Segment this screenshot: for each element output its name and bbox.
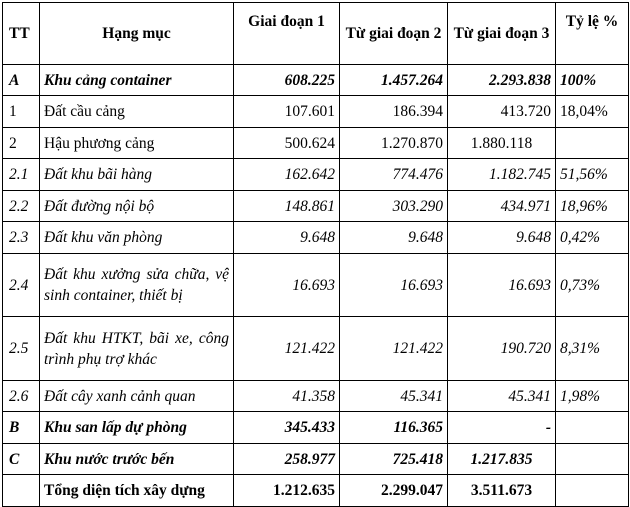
header-row	[3, 3, 629, 65]
row-item: Đất khu bãi hàng	[40, 159, 234, 191]
row-ratio	[556, 128, 629, 159]
table-row	[3, 191, 629, 222]
row-phase1: 162.642	[234, 159, 340, 191]
row-item: Khu san lấp dự phòng	[40, 412, 234, 444]
row-phase3: 434.971	[448, 191, 556, 222]
row-phase3: 16.693	[448, 254, 556, 317]
row-tt: 2	[3, 128, 40, 159]
row-phase3: 1.880.118	[448, 128, 556, 159]
row-phase3: 2.293.838	[448, 65, 556, 96]
row-phase2: 1.270.870	[340, 128, 448, 159]
row-tt: 1	[3, 96, 40, 128]
table-row	[3, 159, 629, 191]
row-phase3: 1.182.745	[448, 159, 556, 191]
table-row	[3, 381, 629, 412]
row-phase2: 116.365	[340, 412, 448, 444]
row-ratio: 51,56%	[556, 159, 629, 191]
row-phase1: 148.861	[234, 191, 340, 222]
row-item: Đất cây xanh cảnh quan	[40, 381, 234, 412]
row-tt: 2.1	[3, 159, 40, 191]
row-tt: 2.3	[3, 222, 40, 254]
row-phase2: 774.476	[340, 159, 448, 191]
row-ratio: 8,31%	[556, 317, 629, 381]
table-row	[3, 254, 629, 317]
row-item: Khu cảng container	[40, 65, 234, 96]
header-tt: TT	[3, 3, 40, 65]
table-row	[3, 128, 629, 159]
row-item: Đất đường nội bộ	[40, 191, 234, 222]
total-row	[3, 475, 629, 507]
row-phase1: 345.433	[234, 412, 340, 444]
row-item: Hậu phương cảng	[40, 128, 234, 159]
row-phase3: 413.720	[448, 96, 556, 128]
row-phase2: 303.290	[340, 191, 448, 222]
row-tt: A	[3, 65, 40, 96]
table-row	[3, 222, 629, 254]
row-phase2: 45.341	[340, 381, 448, 412]
row-phase3: 1.217.835	[448, 444, 556, 475]
row-phase1: 1.212.635	[234, 475, 340, 507]
row-phase1: 608.225	[234, 65, 340, 96]
row-tt: 2.5	[3, 317, 40, 381]
header-phase2: Từ giai đoạn 2	[340, 3, 448, 65]
row-phase2: 16.693	[340, 254, 448, 317]
row-phase1: 16.693	[234, 254, 340, 317]
row-tt: 2.6	[3, 381, 40, 412]
row-ratio	[556, 475, 629, 507]
row-phase1: 500.624	[234, 128, 340, 159]
row-ratio: 0,73%	[556, 254, 629, 317]
row-phase1: 258.977	[234, 444, 340, 475]
row-phase2: 725.418	[340, 444, 448, 475]
row-tt: B	[3, 412, 40, 444]
row-ratio: 100%	[556, 65, 629, 96]
row-ratio: 0,42%	[556, 222, 629, 254]
row-phase1: 107.601	[234, 96, 340, 128]
table-row	[3, 96, 629, 128]
row-tt: 2.4	[3, 254, 40, 317]
row-phase3: -	[448, 412, 556, 444]
header-item: Hạng mục	[40, 3, 234, 65]
header-ratio: Tỷ lệ %	[556, 3, 629, 65]
row-ratio: 18,04%	[556, 96, 629, 128]
row-item: Đất khu xưởng sửa chữa, vệ sinh container, thiết bị	[40, 254, 234, 317]
row-item: Tổng diện tích xây dựng	[40, 475, 234, 507]
table-row	[3, 317, 629, 381]
header-phase3: Từ giai đoạn 3	[448, 3, 556, 65]
row-phase2: 9.648	[340, 222, 448, 254]
row-phase3: 3.511.673	[448, 475, 556, 507]
row-item: Đất cầu cảng	[40, 96, 234, 128]
row-tt: 2.2	[3, 191, 40, 222]
table-row	[3, 444, 629, 475]
row-phase3: 9.648	[448, 222, 556, 254]
row-item: Đất khu văn phòng	[40, 222, 234, 254]
row-item: Khu nước trước bến	[40, 444, 234, 475]
land-use-table	[2, 2, 629, 507]
row-tt	[3, 475, 40, 507]
row-ratio	[556, 444, 629, 475]
row-item: Đất khu HTKT, bãi xe, công trình phụ trợ khác	[40, 317, 234, 381]
row-phase2: 186.394	[340, 96, 448, 128]
row-phase2: 1.457.264	[340, 65, 448, 96]
row-phase3: 45.341	[448, 381, 556, 412]
row-tt: C	[3, 444, 40, 475]
row-phase1: 41.358	[234, 381, 340, 412]
table-row	[3, 65, 629, 96]
row-phase1: 9.648	[234, 222, 340, 254]
row-phase1: 121.422	[234, 317, 340, 381]
row-ratio: 1,98%	[556, 381, 629, 412]
header-phase1: Giai đoạn 1	[234, 3, 340, 65]
row-ratio: 18,96%	[556, 191, 629, 222]
row-phase2: 2.299.047	[340, 475, 448, 507]
row-phase3: 190.720	[448, 317, 556, 381]
table-row	[3, 412, 629, 444]
row-phase2: 121.422	[340, 317, 448, 381]
row-ratio	[556, 412, 629, 444]
